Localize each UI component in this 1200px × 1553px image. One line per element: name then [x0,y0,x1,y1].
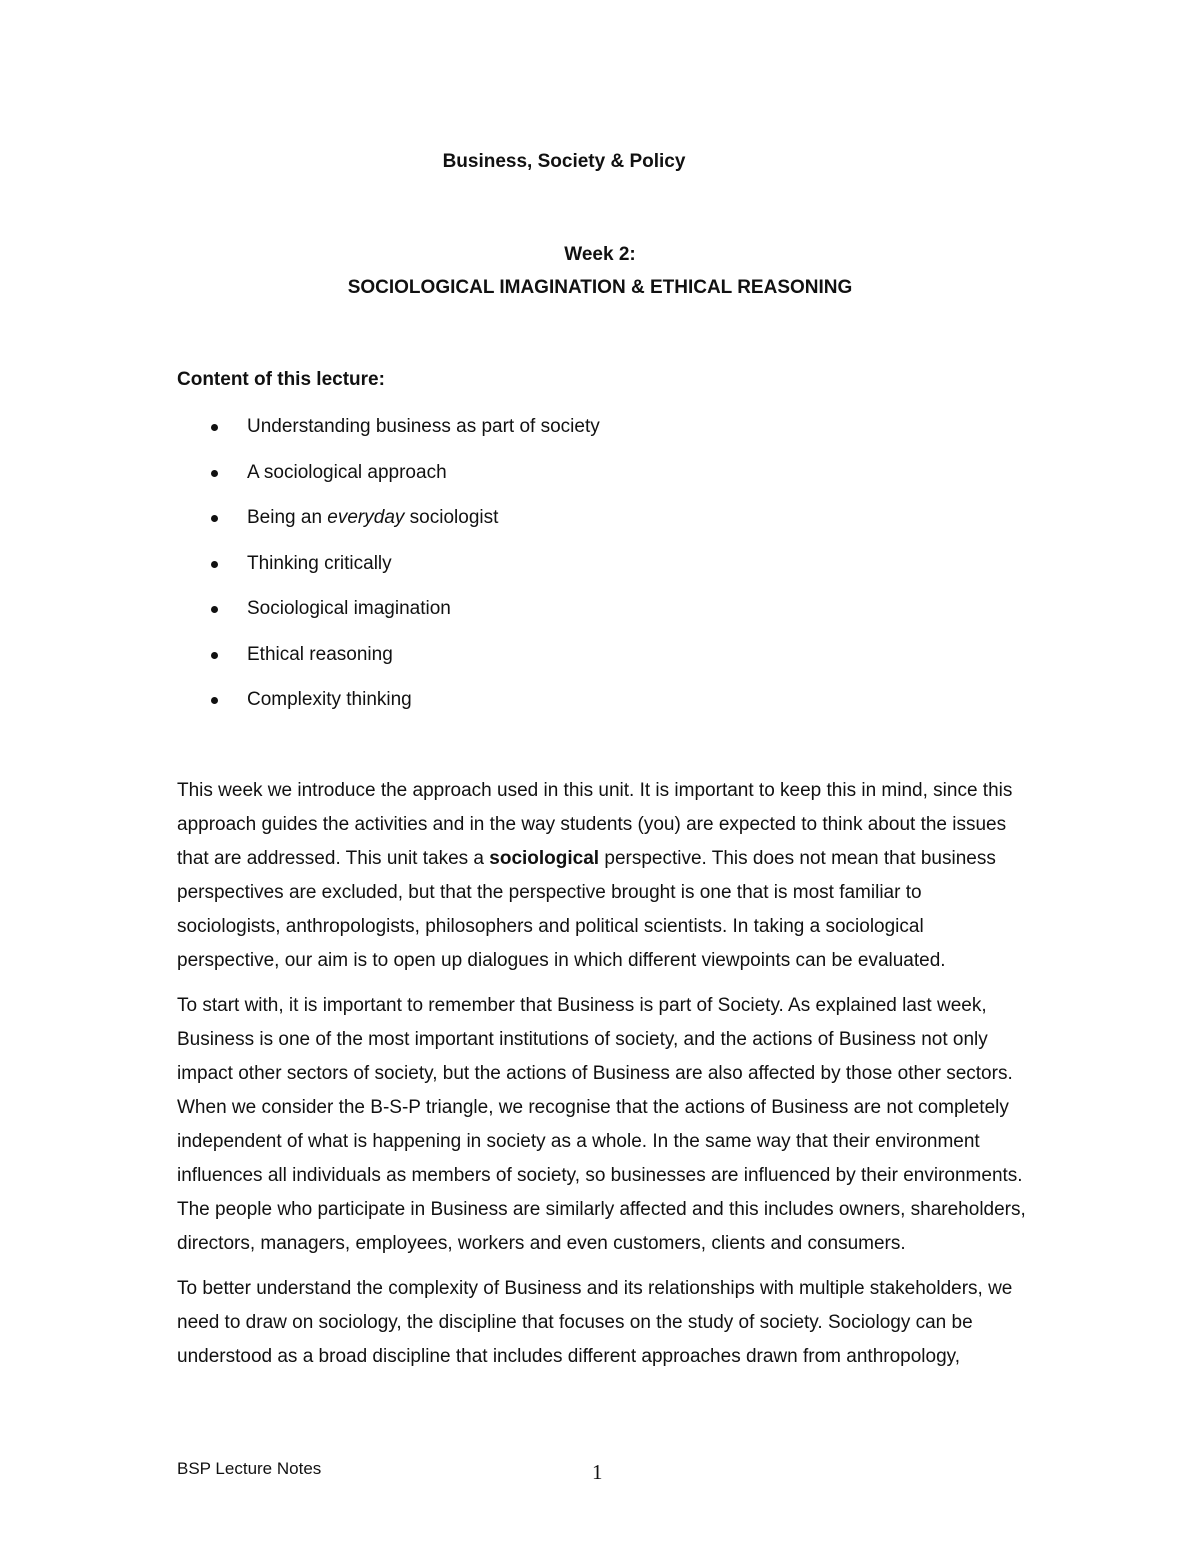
footer-label: BSP Lecture Notes [177,1459,322,1478]
bullet-icon [211,606,218,613]
bullet-icon [211,561,218,568]
bullet-icon [211,697,218,704]
list-item-label: Thinking critically [247,552,392,574]
list-item-text: sociologist [404,507,499,528]
emphasis-text: everyday [327,507,405,528]
bullet-icon [211,470,218,477]
page-number: 1 [592,1460,603,1484]
list-item-label: A sociological approach [247,461,447,483]
list-item-label: Sociological imagination [247,598,451,619]
course-title: Business, Society & Policy [442,151,686,172]
list-item-label [247,503,498,533]
paragraph-text: perspective. This does not mean that business perspectives are excluded, but that the perspective brought is one that is most familiar to sociologists, anthropologists, philosophers and political scientists. In taking a sociological perspective, our aim is to open up dialogues in which different viewpoints can be evaluated. [177,848,996,971]
paragraph-text: This week we introduce the approach used in this unit. It is important to keep this in mind, since this approach guides the activities and in the way students (you) are expected to think about the issues that are addressed. This unit takes a [177,780,1013,869]
bullet-icon [211,652,218,659]
bold-term: sociological [489,848,600,869]
list-item-text: Being an [247,507,328,528]
paragraph [177,774,1027,978]
lecture-title: SOCIOLOGICAL IMAGINATION & ETHICAL REASONING [347,277,853,298]
body-text [177,774,1027,1385]
list-item-label: Ethical reasoning [247,643,393,665]
paragraph: To start with, it is important to remember that Business is part of Society. As explained last week, Business is one of the most important institutions of society, and the actions of Business not only impact other sectors of society, but the actions of Business are also affected by those other sectors. When we consider the B-S-P triangle, we recognise that the actions of Business are not completely independent of what is happening in society as a whole. In the same way that their environment influences all individuals as members of society, so businesses are influenced by their environments. The people who participate in Business are similarly affected and this includes owners, shareholders, directors, managers, employees, workers and even customers, clients and consumers. [177,995,1026,1254]
paragraph: To better understand the complexity of Business and its relationships with multiple stakeholders, we need to draw on sociology, the discipline that focuses on the study of society. Sociology can be understood as a broad discipline that includes different approaches drawn from anthropology, [177,1278,1013,1367]
bullet-icon [211,515,218,522]
list-item-label: Understanding business as part of society [247,416,600,437]
list-item-label: Complexity thinking [247,689,412,710]
bullet-icon [211,424,218,431]
week-label: Week 2: [564,244,636,265]
contents-heading: Content of this lecture: [177,369,385,390]
